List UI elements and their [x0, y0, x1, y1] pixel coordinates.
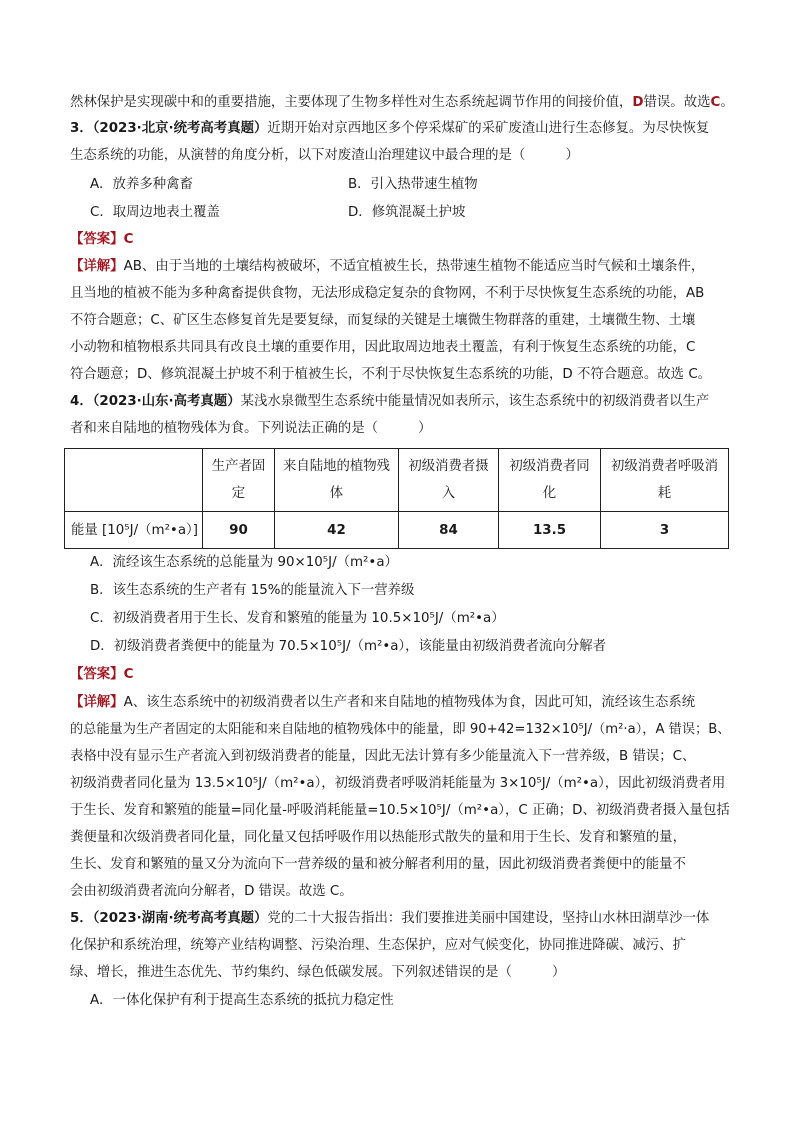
- table-row-label: 能量 [10⁵J/（m²•a）]: [65, 512, 203, 549]
- table-header-primary-intake: 初级消费者摄入: [399, 449, 499, 512]
- q4-detail-line7: 生长、发育和繁殖的量又分为流向下一营养级的量和被分解者利用的量，因此初级消费者粪便中的能量不: [70, 857, 686, 872]
- q3-detail-label: 【详解】: [70, 259, 124, 274]
- q3-detail-line3: 不符合题意；C、矿区生态修复首先是要复绿，而复绿的关键是土壤微生物群落的重建，土壤微生物、土壤: [70, 313, 696, 328]
- energy-table-row: [65, 512, 729, 549]
- table-header-land-plant-residue: 来自陆地的植物残体: [275, 449, 399, 512]
- intro-text-2: 错误。故选: [643, 95, 711, 110]
- q3-answer-label: 【答案】: [70, 232, 124, 247]
- q4-stem-line2: 者和来自陆地的植物残体为食。下列说法正确的是（ ）: [70, 421, 432, 436]
- q5-option-a: A．一体化保护有利于提高生态系统的抵抗力稳定性: [90, 993, 394, 1008]
- q3-stem-line2: 生态系统的功能，从演替的角度分析，以下对废渣山治理建议中最合理的是（ ）: [70, 148, 579, 163]
- q4-detail-line6: 粪便量和次级消费者同化量，同化量又包括呼吸作用以热能形式散失的量和用于生长、发育和繁殖的量，: [70, 830, 686, 845]
- q5-stem-line2: 化保护和系统治理，统筹产业结构调整、污染治理、生态保护，应对气候变化，协同推进降碳、减污、扩: [70, 938, 686, 953]
- q3-stem-line1: [70, 120, 709, 138]
- table-cell-primary-intake: 84: [399, 512, 499, 549]
- q4-option-b: B．该生态系统的生产者有 15%的能量流入下一营养级: [90, 583, 415, 598]
- q3-option-b: B．引入热带速生植物: [348, 177, 478, 192]
- q3-detail-line2: 且当地的植被不能为多种禽畜提供食物，无法形成稳定复杂的食物网，不利于尽快恢复生态系统的功能，AB: [70, 286, 705, 301]
- q4-detail-text1: A、该生态系统中的初级消费者以生产者和来自陆地的植物残体为食，因此可知，流经该生态系统: [123, 695, 696, 710]
- q5-stem-line1: [70, 910, 709, 928]
- q5-source: ．（2023·湖南·统考高考真题）: [79, 911, 268, 926]
- q4-option-a: A．流经该生态系统的总能量为 90×10⁵J/（m²•a）: [90, 555, 398, 570]
- intro-answer: C: [710, 95, 721, 110]
- q3-number: 3: [70, 121, 80, 136]
- q3-answer: [70, 231, 133, 249]
- q5-stem-line3: 绿、增长，推进生态优先、节约集约、绿色低碳发展。下列叙述错误的是（ ）: [70, 965, 566, 980]
- q4-option-c: C．初级消费者用于生长、发育和繁殖的能量为 10.5×10⁵J/（m²•a）: [90, 611, 505, 626]
- q4-detail-line4: 初级消费者同化量为 13.5×10⁵J/（m²•a），初级消费者呼吸消耗能量为 3×10⁵J/（m²•a），因此初级消费者用: [70, 776, 726, 791]
- intro-period: 。: [720, 95, 734, 110]
- q4-answer: [70, 666, 133, 684]
- q4-detail-line8: 会由初级消费者流向分解者，D 错误。故选 C。: [70, 884, 353, 899]
- q3-source: ．（2023·北京·统考高考真题）: [79, 121, 268, 136]
- intro-wrong-option: D: [632, 95, 644, 110]
- table-header-primary-respiration: 初级消费者呼吸消耗: [601, 449, 729, 512]
- table-cell-primary-respiration: 3: [601, 512, 729, 549]
- q3-detail-text1: AB、由于当地的土壤结构被破坏，不适宜植被生长，热带速生植物不能适应当时气候和土壤条件，: [123, 259, 705, 274]
- q3-detail-line4: 小动物和植物根系共同具有改良土壤的重要作用，因此取周边地表土覆盖，有利于恢复生态系统的功能，C: [70, 340, 696, 355]
- q4-answer-value: C: [123, 667, 134, 682]
- table-cell-primary-assimilation: 13.5: [499, 512, 601, 549]
- q4-detail-line3: 表格中没有显示生产者流入到初级消费者的能量，因此无法计算有多少能量流入下一营养级，B 错误；C、: [70, 749, 696, 764]
- q3-detail-line1: [70, 258, 704, 276]
- q4-detail-line2: 的总能量为生产者固定的太阳能和来自陆地的植物残体中的能量，即 90+42=132×10⁵J/（m²·a），A 错误；B、: [70, 722, 731, 737]
- q5-number: 5: [70, 911, 80, 926]
- table-cell-producer-fixed: 90: [203, 512, 275, 549]
- table-cell-land-plant-residue: 42: [275, 512, 399, 549]
- q4-stem-text1: 某浅水泉微型生态系统中能量情况如表所示，该生态系统中的初级消费者以生产: [240, 394, 710, 409]
- q4-detail-line1: [70, 694, 695, 712]
- q4-detail-label: 【详解】: [70, 695, 124, 710]
- q4-source: ．（2023·山东·高考真题）: [79, 394, 241, 409]
- q3-answer-value: C: [123, 232, 134, 247]
- table-header-primary-assimilation: 初级消费者同化: [499, 449, 601, 512]
- q3-stem-text1: 近期开始对京西地区多个停采煤矿的采矿废渣山进行生态修复。为尽快恢复: [267, 121, 710, 136]
- table-header-corner: [65, 449, 203, 512]
- q4-stem-line1: [70, 393, 709, 411]
- q3-option-a: A．放养多种禽畜: [90, 177, 193, 192]
- energy-table: [64, 448, 729, 549]
- q3-option-c: C．取周边地表土覆盖: [90, 205, 220, 220]
- q4-number: 4: [70, 394, 80, 409]
- q5-stem-text1: 党的二十大报告指出：我们要推进美丽中国建设，坚持山水林田湖草沙一体: [267, 911, 710, 926]
- energy-table-header-row: [65, 449, 729, 512]
- table-header-producer-fixed: 生产者固定: [203, 449, 275, 512]
- q4-answer-label: 【答案】: [70, 667, 124, 682]
- intro-text: 然林保护是实现碳中和的重要措施，主要体现了生物多样性对生态系统起调节作用的间接价值，: [70, 95, 633, 110]
- q3-option-d: D．修筑混凝土护坡: [348, 205, 466, 220]
- q4-option-d: D．初级消费者粪便中的能量为 70.5×10⁵J/（m²•a），该能量由初级消费者流向分解者: [90, 639, 607, 654]
- q3-detail-line5: 符合题意；D、修筑混凝土护坡不利于植被生长，不利于尽快恢复生态系统的功能，D 不符合题意。故选 C。: [70, 367, 712, 382]
- q4-detail-line5: 于生长、发育和繁殖的能量=同化量-呼吸消耗能量=10.5×10⁵J/（m²•a），C 正确；D、初级消费者摄入量包括: [70, 803, 730, 818]
- intro-line: [70, 94, 734, 112]
